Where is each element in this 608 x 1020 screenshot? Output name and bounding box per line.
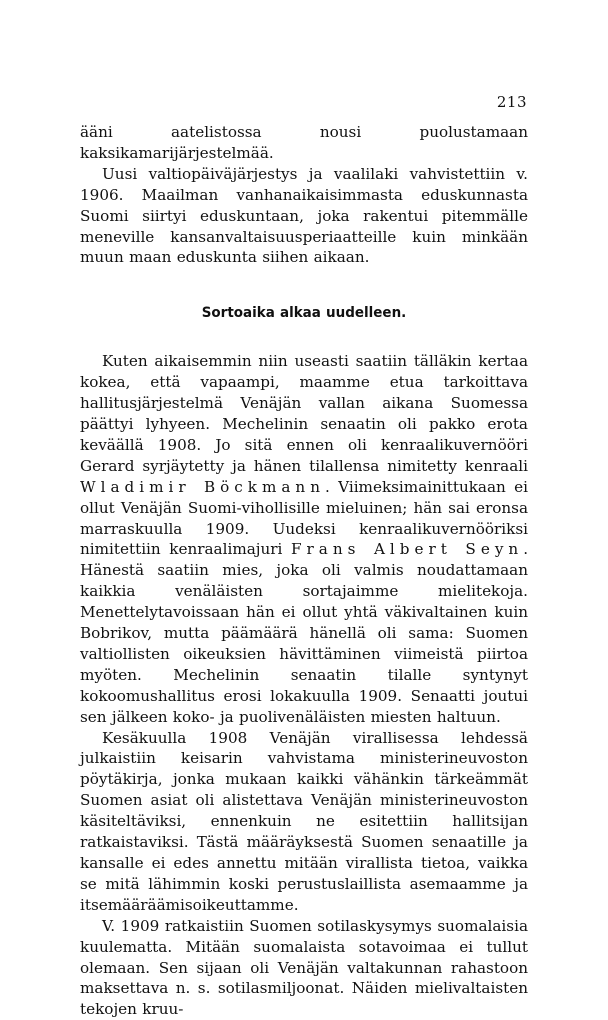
paragraph-ministerial-protocol: Kesäkuulla 1908 Venäjän virallisessa lehdessä julkaistiin keisarin vahvistama ministerineuvoston pöytäkirja, jonka mukaan kaikki vähänkin tärkeämmät Suomen asiat oli alistettava Venäjän ministerineuvoston käsiteltäviksi, ennenkuin ne esitettiin hallitsijan ratkaistaviksi. Tästä määräyksestä Suomen senaatille ja kansalle ei edes annettu mitään virallista tietoa, vaikka se mitä lähimmin koski perustuslaillista asemaamme ja itsemääräämisoikeuttamme. bbox=[80, 728, 528, 914]
paragraph-oppression-part1: Kuten aikaisemmin niin useasti saatiin tälläkin kertaa kokea, että vapaampi, maamme etua tarkoittava hallitusjärjestelmä Venäjän vallan aikana Suomessa päättyi lyhyeen. Mechelinin senaatin oli pakko erota keväällä 1908. Jo sitä ennen oli kenraalikuvernööri Gerard syrjäytetty ja hänen tilallensa nimitetty kenraali bbox=[80, 352, 528, 475]
body-text bbox=[80, 122, 528, 1020]
paragraph-oppression-part3: . Hänestä saatiin mies, joka oli valmis noudattamaan kaikkia venäläisten sortajaimme mielitekoja. Menettelytavoissaan hän ei ollut yhtä väkivaltainen kuin Bobrikov, mutta päämäärä hänellä oli sama: Suomen valtiollisten oikeuksien hävittäminen viimeistä piirtoa myöten. Mechelinin senaatin tilalle syntynyt kokoomushallitus erosi lokakuulla 1909. Senaatti joutui sen jälkeen koko- ja puolivenäläisten miesten haltuun. bbox=[80, 540, 529, 726]
section-heading: Sortoaika alkaa uudelleen. bbox=[201, 305, 407, 322]
paragraph-oppression-part2: . Viimeksimainittukaan ei ollut Venäjän Suomi-vihollisille mieluinen; hän sai eronsa marraskuulla 1909. Uudeksi kenraalikuvernööriksi nimitettiin kenraalimajuri bbox=[80, 477, 528, 559]
paragraph-military-question: V. 1909 ratkaistiin Suomen sotilaskysymys suomalaisia kuulematta. Mitään suomalaista sotavoimaa ei tullut olemaan. Sen sijaan oli Venäjän valtakunnan rahastoon maksettava n. s. sotilasmiljoonat. Näiden mielivaltaisten tekojen kruu- bbox=[80, 916, 528, 1019]
paragraph-continuation: ääni aatelistossa nousi puolustamaan kaksikamarijärjestelmää. bbox=[80, 123, 528, 162]
paragraph-constitution: Uusi valtiopäiväjärjestys ja vaalilaki vahvistettiin v. 1906. Maailman vanhanaikaisimmasta eduskunnasta Suomi siirtyi eduskuntaan, joka rakentui pitemmälle meneville kansanvaltaisuusperiaatteille kuin minkään muun maan eduskunta siihen aikaan. bbox=[80, 164, 528, 267]
person-name-bockmann: Wladimir Böckmann bbox=[80, 477, 325, 496]
paragraph-oppression bbox=[80, 351, 528, 727]
person-name-seyn: Frans Albert Seyn bbox=[290, 540, 524, 559]
page-number: 213 bbox=[496, 93, 527, 111]
